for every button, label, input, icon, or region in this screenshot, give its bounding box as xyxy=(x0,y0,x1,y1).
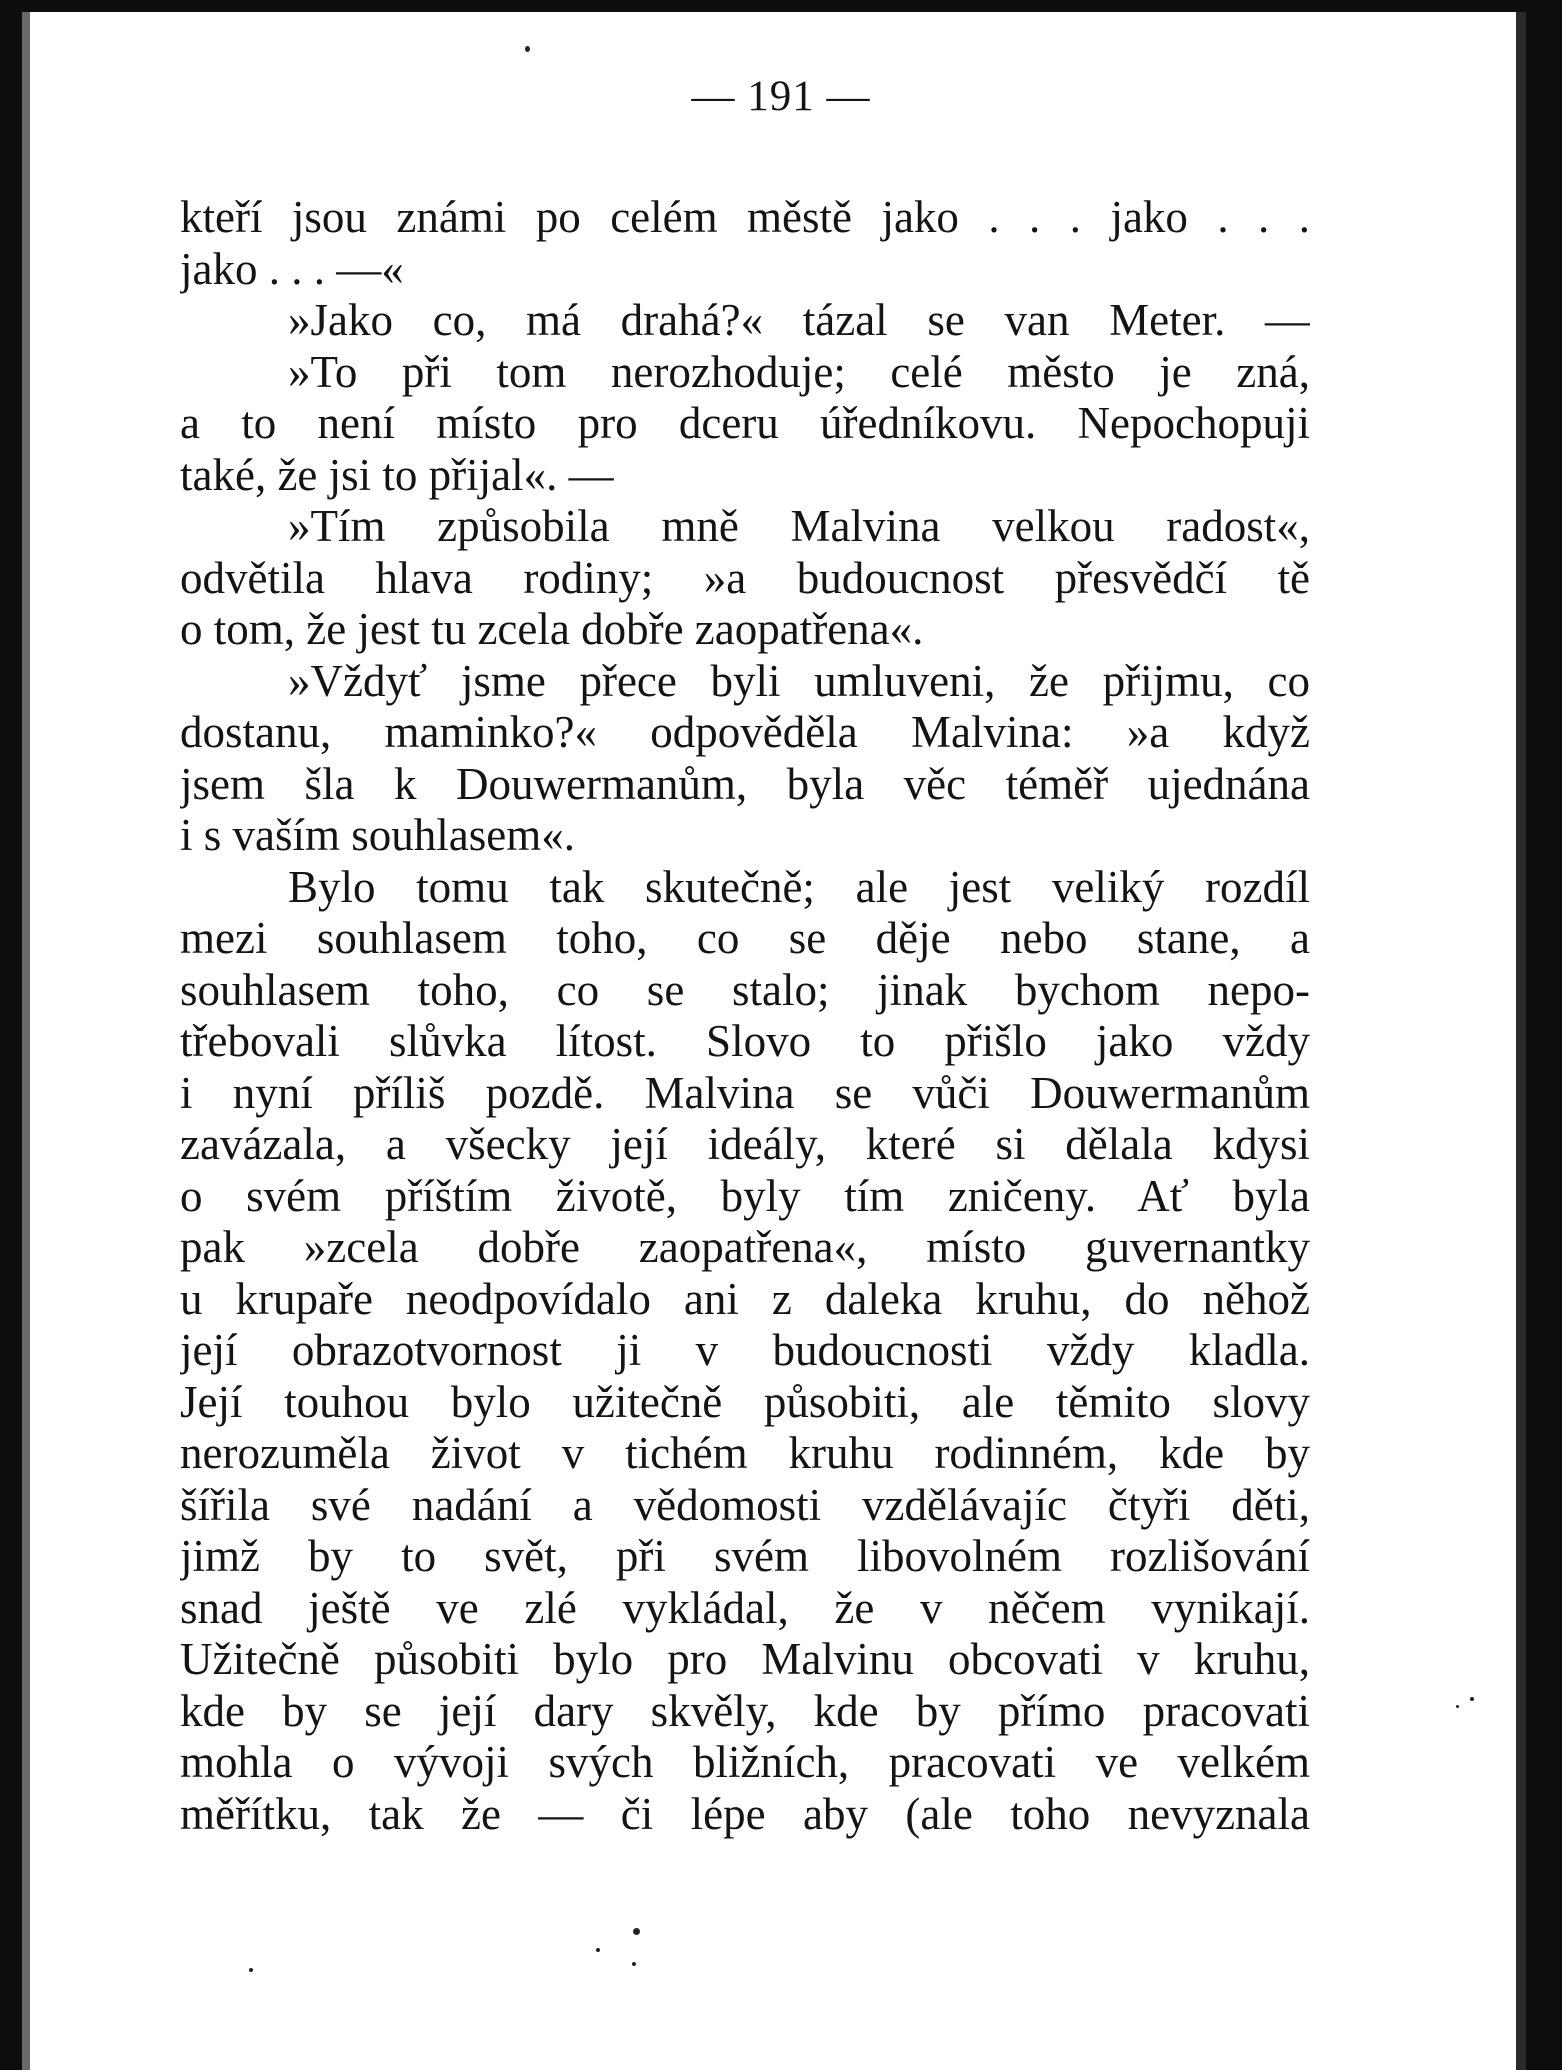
scan-speck xyxy=(1456,1705,1459,1708)
text-line: mezi souhlasem toho, co se děje nebo stane, a xyxy=(180,913,1310,963)
scan-border-left-shadow xyxy=(22,12,30,2070)
text-line: jsem šla k Douwermanům, byla věc téměř ujednána xyxy=(180,758,1310,809)
text-line: »Tím způsobila mně Malvina velkou radost«, xyxy=(288,501,1310,551)
text-line: Bylo tomu tak skutečně; ale jest veliký rozdíl xyxy=(288,861,1310,912)
scan-border-right xyxy=(1526,0,1562,2070)
text-line: dostanu, maminko?« odpověděla Malvina: »a když xyxy=(180,707,1310,757)
text-line: a to není místo pro dceru úředníkovu. Nepochopuji xyxy=(180,398,1310,448)
text-line: i s vaším souhlasem«. xyxy=(180,810,575,860)
text-line: kteří jsou známi po celém městě jako . . . jako . . . xyxy=(180,192,1310,242)
text-line: nerozuměla život v tichém kruhu rodinném, kde by xyxy=(180,1428,1310,1478)
text-line: Užitečně působiti bylo pro Malvinu obcovati v kruhu, xyxy=(180,1634,1310,1684)
page-number: — 191 — xyxy=(691,73,871,120)
scan-speck xyxy=(632,1962,636,1966)
text-line: Její touhou bylo užitečně působiti, ale těmito slovy xyxy=(180,1376,1310,1427)
scan-border-right-shadow xyxy=(1516,12,1526,2070)
text-line: odvětila hlava rodiny; »a budoucnost přesvědčí tě xyxy=(180,552,1310,603)
text-line: zavázala, a všecky její ideály, které si dělala kdysi xyxy=(180,1119,1310,1169)
text-line: mohla o vývoji svých bližních, pracovati ve velkém xyxy=(180,1737,1310,1787)
text-line: u krupaře neodpovídalo ani z daleka kruhu, do něhož xyxy=(180,1273,1310,1324)
text-line: »To při tom nerozhoduje; celé město je zná, xyxy=(288,346,1310,397)
text-line: kde by se její dary skvěly, kde by přímo pracovati xyxy=(180,1685,1310,1736)
text-line: snad ještě ve zlé vykládal, že v něčem vynikají. xyxy=(180,1582,1310,1633)
text-line: pak »zcela dobře zaopatřena«, místo guvernantky xyxy=(180,1222,1310,1272)
text-line: jako . . . —« xyxy=(180,243,404,294)
text-line: i nyní příliš pozdě. Malvina se vůči Douwermanům xyxy=(180,1067,1310,1118)
text-line: »Vždyť jsme přece byli umluveni, že přijmu, co xyxy=(288,655,1310,706)
text-line: souhlasem toho, co se stalo; jinak bychom nepo- xyxy=(180,964,1310,1015)
scan-speck xyxy=(596,1948,600,1952)
text-line: také, že jsi to přijal«. — xyxy=(180,449,614,500)
text-line: její obrazotvornost ji v budoucnosti vždy kladla. xyxy=(180,1325,1310,1375)
text-line: měřítku, tak že — či lépe aby (ale toho nevyznala xyxy=(180,1788,1310,1839)
scan-speck xyxy=(633,1928,640,1935)
scan-border-left xyxy=(0,0,22,2070)
text-line: jimž by to svět, při svém libovolném rozlišování xyxy=(180,1531,1310,1581)
scan-border-top xyxy=(0,0,1562,12)
scan-speck xyxy=(525,46,530,52)
text-line: třebovali slůvka lítost. Slovo to přišlo jako vždy xyxy=(180,1016,1310,1066)
text-line: o tom, že jest tu zcela dobře zaopatřena«. xyxy=(180,604,924,654)
text-line: šířila své nadání a vědomosti vzdělávajíc čtyři děti, xyxy=(180,1479,1310,1530)
scan-speck xyxy=(249,1968,253,1972)
text-line: o svém příštím životě, byly tím zničeny. Ať byla xyxy=(180,1170,1310,1221)
body-text xyxy=(180,192,1310,1840)
scan-speck xyxy=(1470,1697,1474,1701)
text-line: »Jako co, má drahá?« tázal se van Meter. — xyxy=(288,295,1310,345)
